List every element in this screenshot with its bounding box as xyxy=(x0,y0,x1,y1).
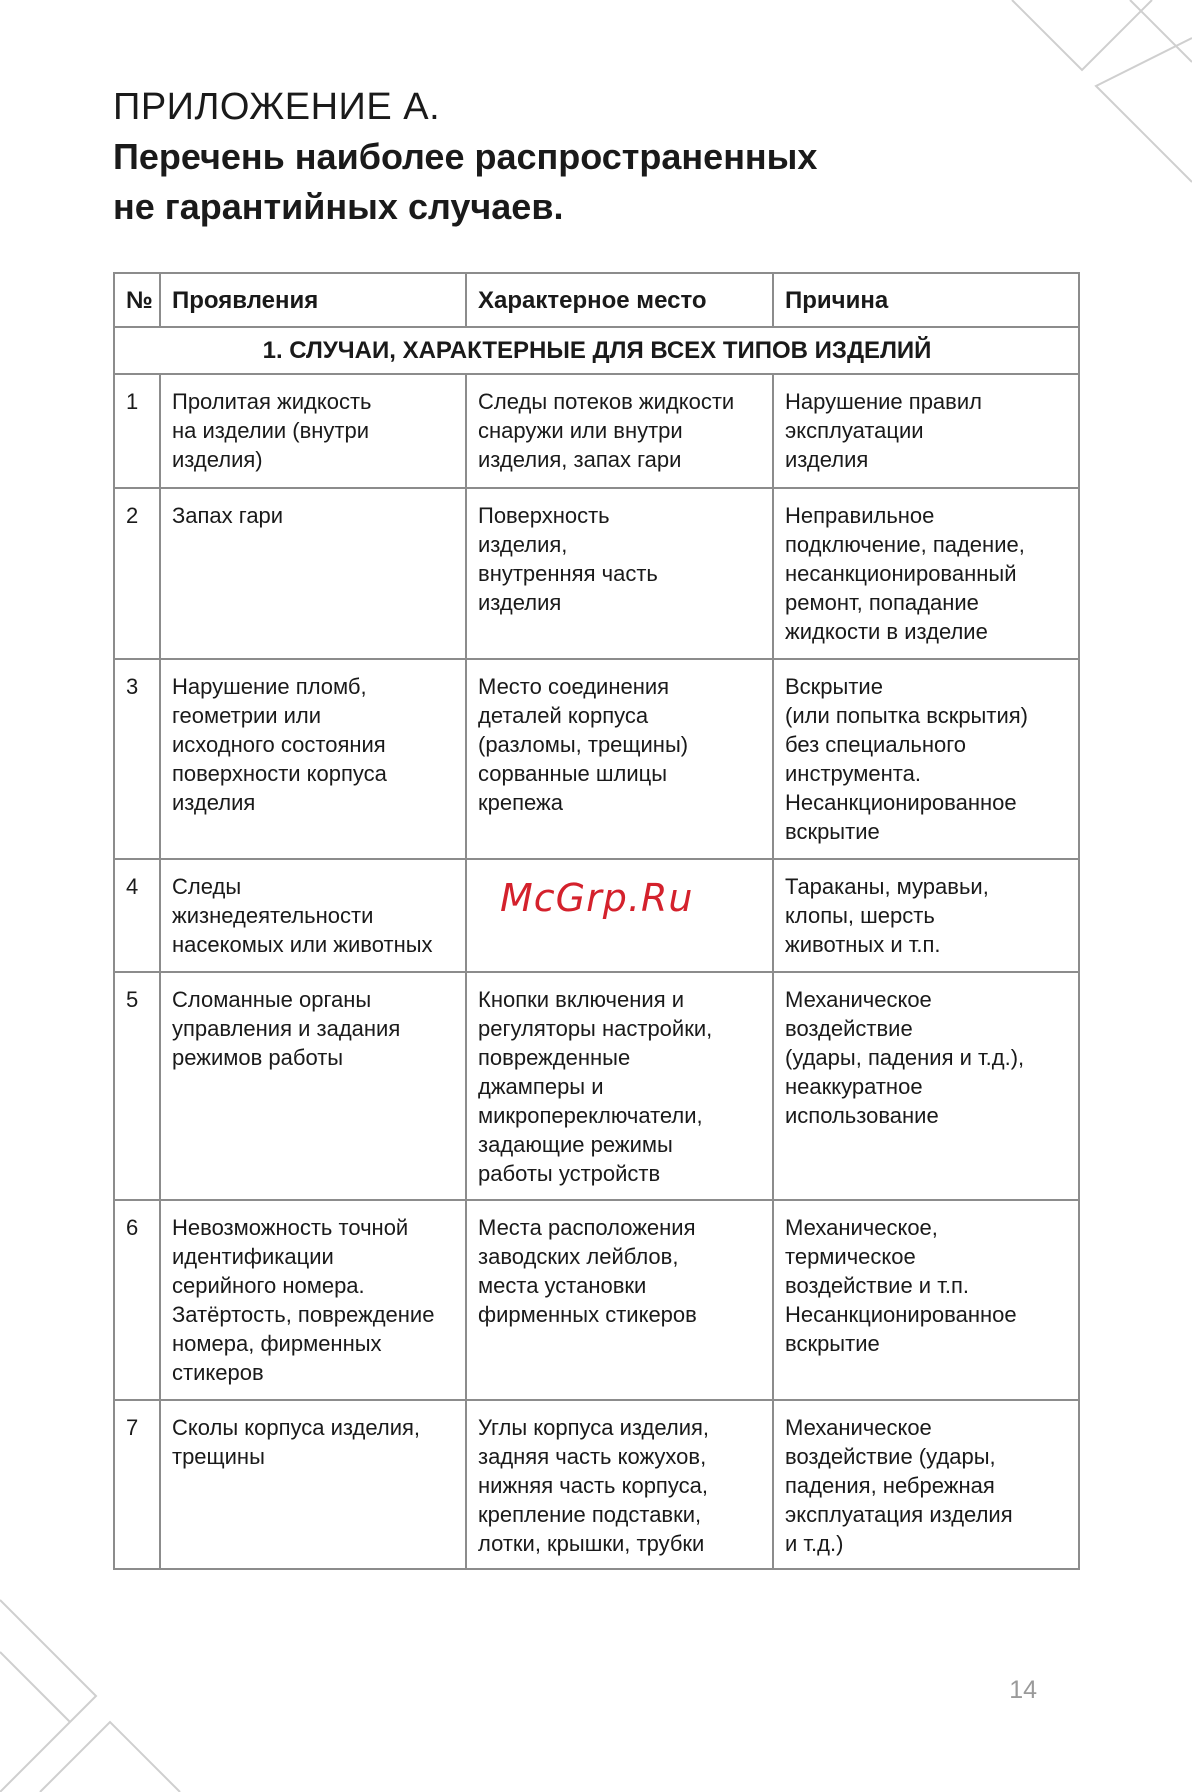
table-row xyxy=(114,659,1079,859)
row-cause: Механическое, термическое воздействие и т.п. Несанкционированное вскрытие xyxy=(773,1200,1079,1400)
row-cause: Механическое воздействие (удары, падения и т.д.), неаккуратное использование xyxy=(773,972,1079,1200)
row-cause: Механическое воздействие (удары, падения, небрежная эксплуатация изделия и т.д.) xyxy=(773,1400,1079,1569)
row-number: 7 xyxy=(114,1400,160,1569)
table-header-row xyxy=(114,273,1079,327)
row-cause: Вскрытие (или попытка вскрытия) без специального инструмента. Несанкционированное вскрытие xyxy=(773,659,1079,859)
appendix-title: ПРИЛОЖЕНИЕ А. xyxy=(113,86,441,128)
row-place: Кнопки включения и регуляторы настройки, поврежденные джамперы и микропереключатели, задающие режимы работы устройств xyxy=(466,972,773,1200)
row-manifestation: Пролитая жидкость на изделии (внутри изделия) xyxy=(160,374,466,488)
row-number: 3 xyxy=(114,659,160,859)
row-manifestation: Сломанные органы управления и задания режимов работы xyxy=(160,972,466,1200)
page-heading xyxy=(113,82,1073,232)
subtitle-line-1: Перечень наиболее распространенных xyxy=(113,136,818,177)
header-place: Характерное место xyxy=(466,273,773,327)
row-cause: Неправильное подключение, падение, несанкционированный ремонт, попадание жидкости в изделие xyxy=(773,488,1079,659)
row-place: Поверхность изделия, внутренняя часть изделия xyxy=(466,488,773,659)
row-number: 1 xyxy=(114,374,160,488)
row-manifestation: Запах гари xyxy=(160,488,466,659)
row-manifestation: Нарушение пломб, геометрии или исходного состояния поверхности корпуса изделия xyxy=(160,659,466,859)
header-cause: Причина xyxy=(773,273,1079,327)
table-row xyxy=(114,1400,1079,1569)
table-row xyxy=(114,972,1079,1200)
section-row xyxy=(114,327,1079,374)
row-manifestation: Следы жизнедеятельности насекомых или животных xyxy=(160,859,466,972)
row-manifestation: Невозможность точной идентификации серийного номера. Затёртость, повреждение номера, фирменных стикеров xyxy=(160,1200,466,1400)
section-title: 1. СЛУЧАИ, ХАРАКТЕРНЫЕ ДЛЯ ВСЕХ ТИПОВ ИЗДЕЛИЙ xyxy=(114,327,1079,374)
table-row xyxy=(114,374,1079,488)
row-number: 6 xyxy=(114,1200,160,1400)
header-manifestation: Проявления xyxy=(160,273,466,327)
row-place: Следы потеков жидкости снаружи или внутри изделия, запах гари xyxy=(466,374,773,488)
row-cause: Тараканы, муравьи, клопы, шерсть животных и т.п. xyxy=(773,859,1079,972)
row-number: 5 xyxy=(114,972,160,1200)
table-row xyxy=(114,488,1079,659)
row-place: Место соединения деталей корпуса (разломы, трещины) сорванные шлицы крепежа xyxy=(466,659,773,859)
row-cause: Нарушение правил эксплуатации изделия xyxy=(773,374,1079,488)
warranty-cases-table xyxy=(113,272,1080,1570)
watermark: McGrp.Ru xyxy=(500,876,694,920)
row-manifestation: Сколы корпуса изделия, трещины xyxy=(160,1400,466,1569)
table-row xyxy=(114,1200,1079,1400)
subtitle-line-2: не гарантийных случаев. xyxy=(113,186,564,227)
page-number: 14 xyxy=(1009,1676,1037,1704)
row-place: Углы корпуса изделия, задняя часть кожухов, нижняя часть корпуса, крепление подставки, лотки, крышки, трубки xyxy=(466,1400,773,1569)
header-number: № xyxy=(114,273,160,327)
row-place: Места расположения заводских лейблов, места установки фирменных стикеров xyxy=(466,1200,773,1400)
row-number: 4 xyxy=(114,859,160,972)
row-number: 2 xyxy=(114,488,160,659)
